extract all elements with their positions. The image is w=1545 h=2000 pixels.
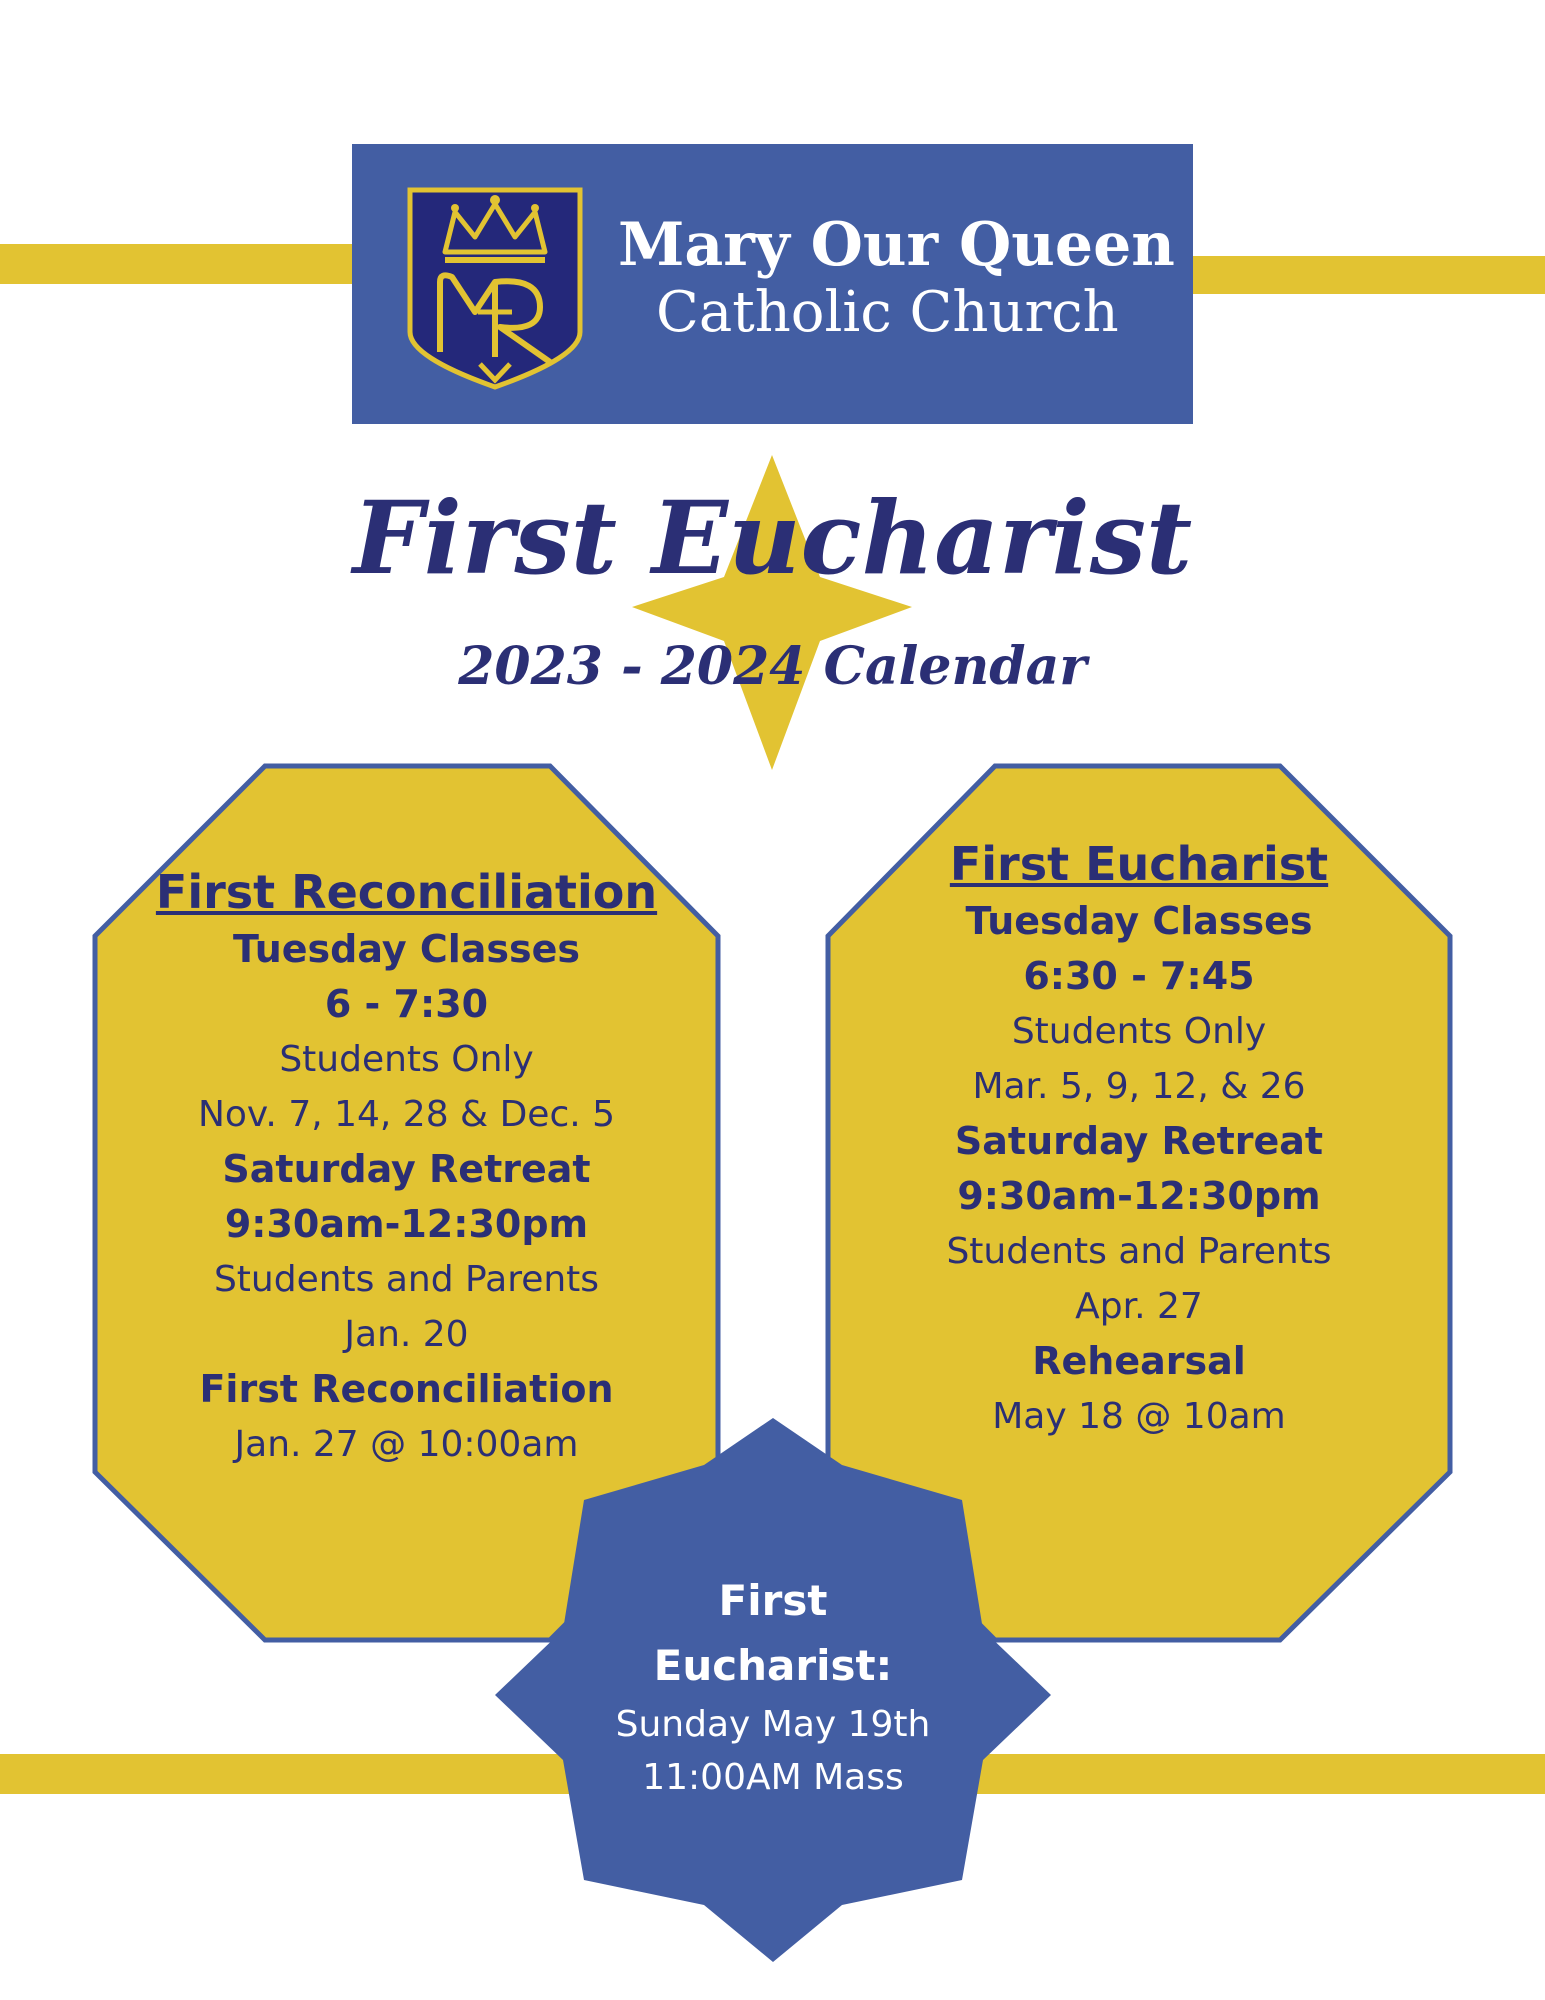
eucharist-rehearsal-date: May 18 @ 10am	[992, 1396, 1286, 1437]
eucharist-class-dates: Mar. 5, 9, 12, & 26	[972, 1066, 1306, 1107]
reconciliation-retreat-time: 9:30am-12:30pm	[224, 1202, 589, 1246]
page-subtitle: 2023 - 2024 Calendar	[458, 636, 1087, 697]
reconciliation-retreat-date: Jan. 20	[344, 1314, 469, 1355]
reconciliation-class-label: Tuesday Classes	[232, 927, 581, 971]
reconciliation-event-label: First Reconciliation	[199, 1367, 614, 1411]
reconciliation-retreat-who: Students and Parents	[213, 1259, 600, 1300]
eucharist-class-time: 6:30 - 7:45	[1023, 954, 1255, 998]
church-name: Mary Our Queen	[618, 210, 1175, 280]
eucharist-retreat-time: 9:30am-12:30pm	[957, 1174, 1321, 1218]
eucharist-retreat-label: Saturday Retreat	[954, 1119, 1324, 1163]
badge-line1: First	[718, 1576, 828, 1625]
reconciliation-event-date: Jan. 27 @ 10:00am	[234, 1424, 579, 1465]
eucharist-retreat-date: Apr. 27	[1075, 1286, 1203, 1327]
badge-line2: Eucharist:	[653, 1641, 893, 1690]
reconciliation-retreat-label: Saturday Retreat	[222, 1147, 591, 1191]
page-title: First Eucharist	[352, 479, 1193, 597]
reconciliation-class-time: 6 - 7:30	[324, 982, 489, 1026]
reconciliation-class-dates: Nov. 7, 14, 28 & Dec. 5	[197, 1094, 616, 1135]
first-eucharist-badge	[560, 1568, 986, 1804]
eucharist-class-label: Tuesday Classes	[965, 899, 1313, 943]
badge-date: Sunday May 19th	[615, 1704, 931, 1745]
eucharist-rehearsal-label: Rehearsal	[1032, 1339, 1246, 1383]
church-subtitle: Catholic Church	[656, 280, 1119, 345]
badge-mass: 11:00AM Mass	[642, 1757, 904, 1798]
eucharist-heading: First Eucharist	[949, 837, 1329, 891]
eucharist-retreat-who: Students and Parents	[946, 1231, 1332, 1272]
reconciliation-class-who: Students Only	[279, 1039, 534, 1080]
reconciliation-heading: First Reconciliation	[155, 865, 658, 919]
eucharist-class-who: Students Only	[1011, 1011, 1267, 1052]
